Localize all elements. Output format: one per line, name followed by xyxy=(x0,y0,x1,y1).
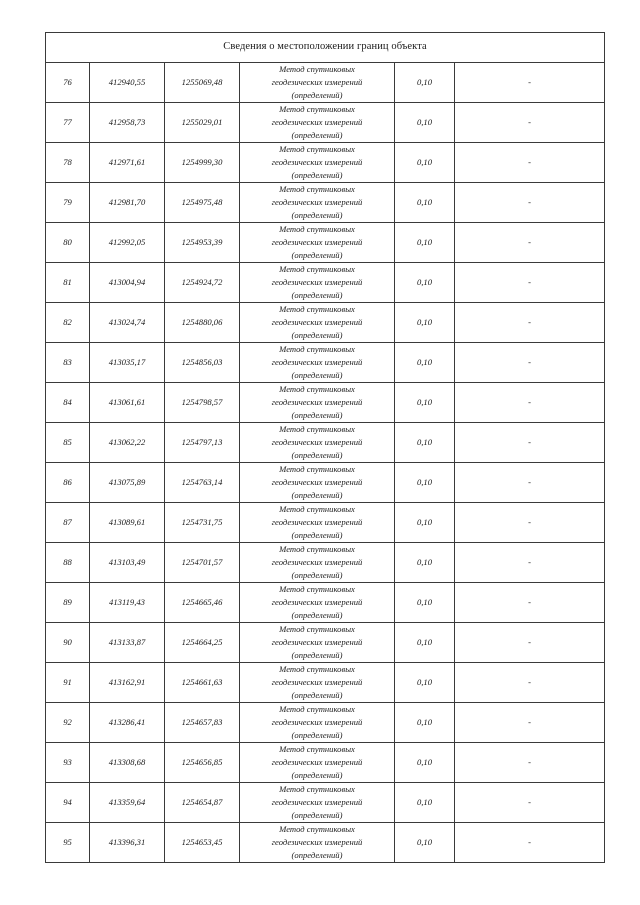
table-row xyxy=(46,63,605,103)
accuracy-value: 0,10 xyxy=(395,783,455,823)
note-value: - xyxy=(455,103,605,143)
coordinate-y: 1254856,03 xyxy=(165,343,240,383)
method-line: геодезических измерений xyxy=(271,277,363,287)
coordinate-y: 1254653,45 xyxy=(165,823,240,863)
method-line: (определений) xyxy=(291,250,343,260)
coordinate-x: 413004,94 xyxy=(90,263,165,303)
accuracy-value: 0,10 xyxy=(395,823,455,863)
point-number: 85 xyxy=(46,423,90,463)
method-line: (определений) xyxy=(291,130,343,140)
table-row xyxy=(46,263,605,303)
method-cell xyxy=(240,383,395,423)
method-line: Метод спутниковых xyxy=(279,624,355,634)
accuracy-value: 0,10 xyxy=(395,703,455,743)
method-line: (определений) xyxy=(291,690,343,700)
method-line: Метод спутниковых xyxy=(279,704,355,714)
note-value: - xyxy=(455,63,605,103)
coordinate-y: 1254661,63 xyxy=(165,663,240,703)
method-line: геодезических измерений xyxy=(271,477,363,487)
method-line: геодезических измерений xyxy=(271,77,363,87)
note-value: - xyxy=(455,663,605,703)
point-number: 88 xyxy=(46,543,90,583)
coordinate-x: 413089,61 xyxy=(90,503,165,543)
method-line: Метод спутниковых xyxy=(279,464,355,474)
point-number: 94 xyxy=(46,783,90,823)
table-row xyxy=(46,823,605,863)
method-cell xyxy=(240,743,395,783)
point-number: 87 xyxy=(46,503,90,543)
coordinate-x: 413024,74 xyxy=(90,303,165,343)
coordinate-x: 413119,43 xyxy=(90,583,165,623)
note-value: - xyxy=(455,703,605,743)
note-value: - xyxy=(455,423,605,463)
point-number: 86 xyxy=(46,463,90,503)
coordinate-y: 1254701,57 xyxy=(165,543,240,583)
point-number: 80 xyxy=(46,223,90,263)
method-line: геодезических измерений xyxy=(271,197,363,207)
accuracy-value: 0,10 xyxy=(395,223,455,263)
table-row xyxy=(46,583,605,623)
method-line: (определений) xyxy=(291,370,343,380)
method-line: (определений) xyxy=(291,730,343,740)
method-line: Метод спутниковых xyxy=(279,344,355,354)
coordinate-x: 413075,89 xyxy=(90,463,165,503)
table-row xyxy=(46,343,605,383)
note-value: - xyxy=(455,383,605,423)
method-line: геодезических измерений xyxy=(271,157,363,167)
note-value: - xyxy=(455,303,605,343)
method-cell xyxy=(240,703,395,743)
method-line: Метод спутниковых xyxy=(279,264,355,274)
method-line: Метод спутниковых xyxy=(279,304,355,314)
method-cell xyxy=(240,463,395,503)
table-row xyxy=(46,783,605,823)
method-line: Метод спутниковых xyxy=(279,184,355,194)
method-cell xyxy=(240,503,395,543)
method-cell xyxy=(240,143,395,183)
coordinate-x: 413286,41 xyxy=(90,703,165,743)
accuracy-value: 0,10 xyxy=(395,623,455,663)
point-number: 92 xyxy=(46,703,90,743)
coordinate-x: 412940,55 xyxy=(90,63,165,103)
method-cell xyxy=(240,783,395,823)
method-line: (определений) xyxy=(291,850,343,860)
method-line: Метод спутниковых xyxy=(279,424,355,434)
point-number: 84 xyxy=(46,383,90,423)
method-cell xyxy=(240,623,395,663)
method-line: (определений) xyxy=(291,650,343,660)
note-value: - xyxy=(455,263,605,303)
accuracy-value: 0,10 xyxy=(395,383,455,423)
method-line: (определений) xyxy=(291,810,343,820)
point-number: 83 xyxy=(46,343,90,383)
table-row xyxy=(46,623,605,663)
method-line: (определений) xyxy=(291,570,343,580)
coordinate-x: 413359,64 xyxy=(90,783,165,823)
method-cell xyxy=(240,303,395,343)
accuracy-value: 0,10 xyxy=(395,583,455,623)
method-line: Метод спутниковых xyxy=(279,784,355,794)
table-row xyxy=(46,463,605,503)
coordinate-y: 1254798,57 xyxy=(165,383,240,423)
method-cell xyxy=(240,223,395,263)
point-number: 78 xyxy=(46,143,90,183)
coordinate-y: 1254924,72 xyxy=(165,263,240,303)
note-value: - xyxy=(455,503,605,543)
point-number: 89 xyxy=(46,583,90,623)
coordinate-y: 1254731,75 xyxy=(165,503,240,543)
method-cell xyxy=(240,63,395,103)
table-row xyxy=(46,743,605,783)
coordinate-x: 413103,49 xyxy=(90,543,165,583)
method-line: Метод спутниковых xyxy=(279,544,355,554)
method-cell xyxy=(240,343,395,383)
table-row xyxy=(46,503,605,543)
method-line: геодезических измерений xyxy=(271,397,363,407)
method-line: геодезических измерений xyxy=(271,117,363,127)
table-row xyxy=(46,103,605,143)
table-row xyxy=(46,223,605,263)
coordinate-x: 413396,31 xyxy=(90,823,165,863)
point-number: 82 xyxy=(46,303,90,343)
table-row xyxy=(46,423,605,463)
method-line: геодезических измерений xyxy=(271,237,363,247)
coordinate-x: 412992,05 xyxy=(90,223,165,263)
note-value: - xyxy=(455,823,605,863)
method-cell xyxy=(240,543,395,583)
method-line: Метод спутниковых xyxy=(279,64,355,74)
accuracy-value: 0,10 xyxy=(395,103,455,143)
coordinate-x: 413133,87 xyxy=(90,623,165,663)
table-title-row xyxy=(46,33,605,63)
note-value: - xyxy=(455,783,605,823)
table-row xyxy=(46,663,605,703)
method-line: (определений) xyxy=(291,450,343,460)
method-line: геодезических измерений xyxy=(271,317,363,327)
note-value: - xyxy=(455,543,605,583)
method-line: (определений) xyxy=(291,770,343,780)
method-line: (определений) xyxy=(291,410,343,420)
note-value: - xyxy=(455,583,605,623)
coordinate-x: 413162,91 xyxy=(90,663,165,703)
method-cell xyxy=(240,823,395,863)
method-line: (определений) xyxy=(291,490,343,500)
note-value: - xyxy=(455,343,605,383)
coordinate-y: 1254797,13 xyxy=(165,423,240,463)
note-value: - xyxy=(455,223,605,263)
method-line: (определений) xyxy=(291,90,343,100)
coordinate-y: 1254975,48 xyxy=(165,183,240,223)
point-number: 91 xyxy=(46,663,90,703)
coordinate-y: 1254654,87 xyxy=(165,783,240,823)
accuracy-value: 0,10 xyxy=(395,663,455,703)
coordinate-y: 1254880,06 xyxy=(165,303,240,343)
note-value: - xyxy=(455,743,605,783)
method-line: Метод спутниковых xyxy=(279,584,355,594)
point-number: 95 xyxy=(46,823,90,863)
table-row xyxy=(46,303,605,343)
method-cell xyxy=(240,183,395,223)
note-value: - xyxy=(455,623,605,663)
accuracy-value: 0,10 xyxy=(395,343,455,383)
method-line: Метод спутниковых xyxy=(279,224,355,234)
coordinate-y: 1254953,39 xyxy=(165,223,240,263)
coordinate-x: 412958,73 xyxy=(90,103,165,143)
coordinate-y: 1254657,83 xyxy=(165,703,240,743)
note-value: - xyxy=(455,183,605,223)
method-line: Метод спутниковых xyxy=(279,504,355,514)
accuracy-value: 0,10 xyxy=(395,303,455,343)
table-row xyxy=(46,383,605,423)
coordinate-y: 1254999,30 xyxy=(165,143,240,183)
method-cell xyxy=(240,663,395,703)
method-line: геодезических измерений xyxy=(271,557,363,567)
method-line: (определений) xyxy=(291,330,343,340)
table-row xyxy=(46,183,605,223)
coordinate-x: 412971,61 xyxy=(90,143,165,183)
method-line: (определений) xyxy=(291,610,343,620)
coordinate-y: 1254656,85 xyxy=(165,743,240,783)
accuracy-value: 0,10 xyxy=(395,143,455,183)
coordinate-x: 413061,61 xyxy=(90,383,165,423)
method-line: Метод спутниковых xyxy=(279,384,355,394)
method-line: геодезических измерений xyxy=(271,517,363,527)
coordinate-x: 413035,17 xyxy=(90,343,165,383)
accuracy-value: 0,10 xyxy=(395,463,455,503)
method-cell xyxy=(240,583,395,623)
coordinate-y: 1254763,14 xyxy=(165,463,240,503)
coordinate-y: 1254665,46 xyxy=(165,583,240,623)
method-line: геодезических измерений xyxy=(271,797,363,807)
accuracy-value: 0,10 xyxy=(395,63,455,103)
method-line: (определений) xyxy=(291,290,343,300)
accuracy-value: 0,10 xyxy=(395,543,455,583)
accuracy-value: 0,10 xyxy=(395,263,455,303)
coordinate-y: 1255029,01 xyxy=(165,103,240,143)
method-cell xyxy=(240,423,395,463)
point-number: 77 xyxy=(46,103,90,143)
point-number: 90 xyxy=(46,623,90,663)
point-number: 81 xyxy=(46,263,90,303)
method-line: геодезических измерений xyxy=(271,437,363,447)
method-line: (определений) xyxy=(291,170,343,180)
table-body xyxy=(46,33,605,863)
document-page xyxy=(45,32,604,863)
note-value: - xyxy=(455,463,605,503)
method-line: Метод спутниковых xyxy=(279,144,355,154)
method-line: геодезических измерений xyxy=(271,357,363,367)
method-line: Метод спутниковых xyxy=(279,104,355,114)
method-line: геодезических измерений xyxy=(271,757,363,767)
method-line: геодезических измерений xyxy=(271,677,363,687)
method-cell xyxy=(240,263,395,303)
method-line: Метод спутниковых xyxy=(279,664,355,674)
point-number: 76 xyxy=(46,63,90,103)
method-line: геодезических измерений xyxy=(271,837,363,847)
accuracy-value: 0,10 xyxy=(395,423,455,463)
coordinate-y: 1254664,25 xyxy=(165,623,240,663)
point-number: 79 xyxy=(46,183,90,223)
coordinate-x: 412981,70 xyxy=(90,183,165,223)
method-line: (определений) xyxy=(291,530,343,540)
table-row xyxy=(46,703,605,743)
method-line: Метод спутниковых xyxy=(279,824,355,834)
method-line: геодезических измерений xyxy=(271,597,363,607)
coordinate-x: 413308,68 xyxy=(90,743,165,783)
method-line: геодезических измерений xyxy=(271,637,363,647)
note-value: - xyxy=(455,143,605,183)
accuracy-value: 0,10 xyxy=(395,743,455,783)
method-cell xyxy=(240,103,395,143)
table-row xyxy=(46,143,605,183)
boundary-table xyxy=(45,32,605,863)
point-number: 93 xyxy=(46,743,90,783)
table-title: Сведения о местоположении границ объекта xyxy=(46,33,605,63)
method-line: геодезических измерений xyxy=(271,717,363,727)
method-line: Метод спутниковых xyxy=(279,744,355,754)
coordinate-y: 1255069,48 xyxy=(165,63,240,103)
coordinate-x: 413062,22 xyxy=(90,423,165,463)
method-line: (определений) xyxy=(291,210,343,220)
accuracy-value: 0,10 xyxy=(395,503,455,543)
table-row xyxy=(46,543,605,583)
accuracy-value: 0,10 xyxy=(395,183,455,223)
